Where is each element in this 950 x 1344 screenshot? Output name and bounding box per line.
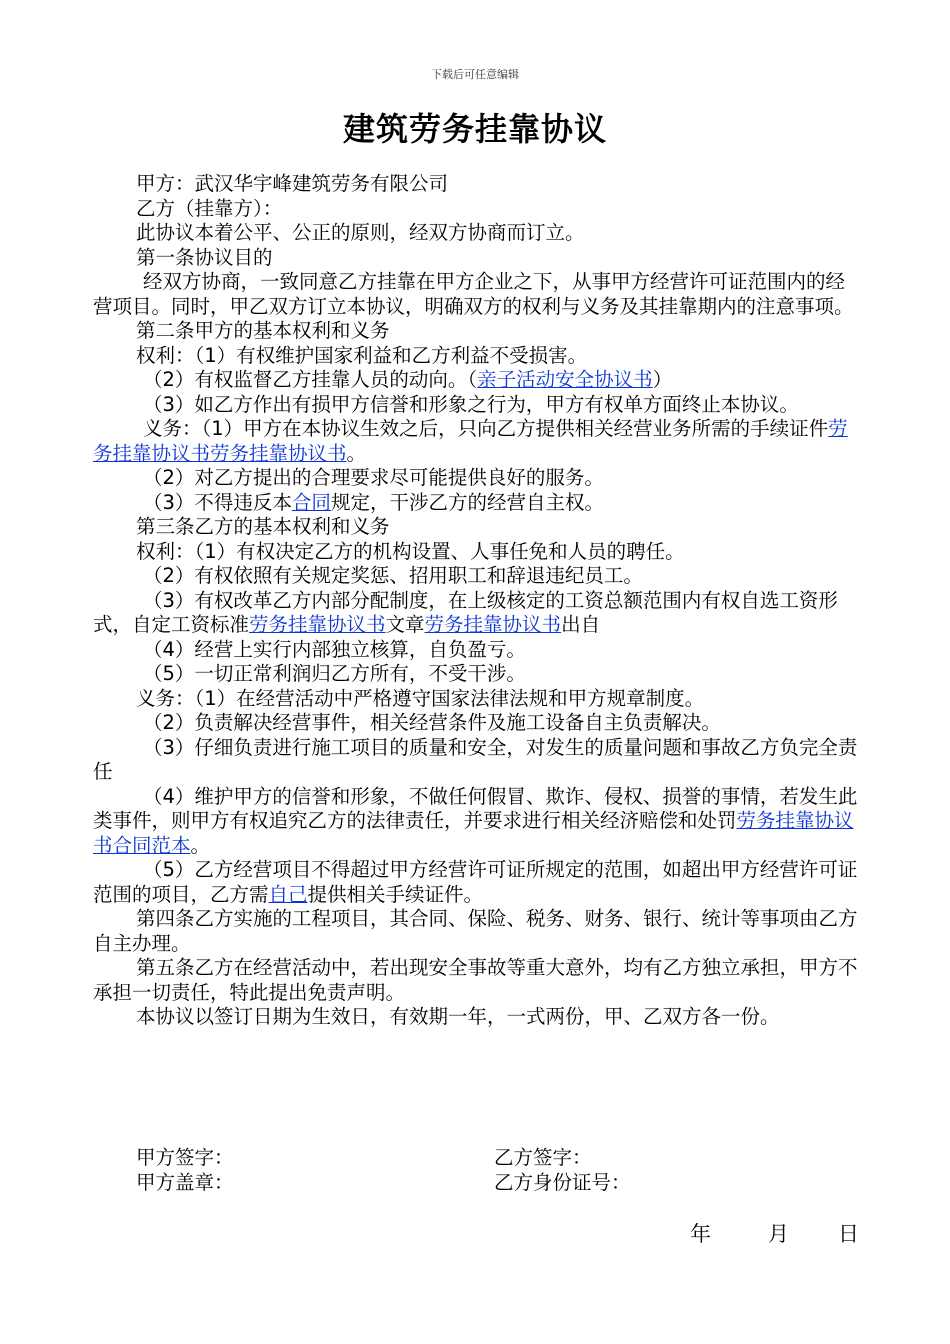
article-3-duty-1: 义务：（1）在经营活动中严格遵守国家法律法规和甲方规章制度。: [136, 686, 705, 710]
text-segment: ）: [652, 368, 673, 391]
article-3-duty-5: [93, 858, 863, 907]
article-2-right-2: [93, 368, 863, 393]
document-body: [93, 172, 863, 1030]
link-labor-agreement-1[interactable]: 劳务挂靠协议书: [249, 613, 386, 636]
intro: 此协议本着公平、公正的原则，经双方协商而订立。: [136, 221, 585, 244]
text-segment: （3）不得违反本: [143, 490, 292, 514]
article-2-right-1: 权利：（1）有权维护国家利益和乙方利益不受损害。: [136, 343, 588, 367]
article-3-right-1: 权利：（1）有权决定乙方的机构设置、人事任免和人员的聘任。: [136, 539, 685, 563]
date-month: 月: [768, 1222, 789, 1246]
party-a-signature-label: 甲方签字：: [136, 1146, 234, 1169]
article-1-text: 经双方协商，一致同意乙方挂靠在甲方企业之下，从事甲方经营许可证范围内的经营项目。同时，甲乙双方订立本协议，明确双方的权利与义务及其挂靠期内的注意事项。: [93, 270, 854, 318]
article-2-title: 第二条甲方的基本权利和义务: [136, 319, 390, 342]
party-a-seal-label: 甲方盖章：: [136, 1170, 234, 1194]
link-labor-agreement[interactable]: 劳务挂靠协议书劳务挂靠协议书: [93, 417, 848, 465]
text-segment: （5）乙方经营项目不得超过甲方经营许可证所规定的范围，如超出甲方经营许可证范围的项目，乙方需: [93, 858, 858, 906]
party-a-signature-block: [136, 1146, 234, 1195]
text-segment: （4）维护甲方的信誉和形象，不做任何假冒、欺诈、侵权、损誉的事情，若发生此类事件，则甲方有权追究乙方的法律责任，并要求进行相关经济赔偿和处罚: [93, 784, 858, 832]
link-contract-template[interactable]: 劳务挂靠协议书合同范本: [93, 809, 854, 857]
validity-clause: 本协议以签订日期为生效日，有效期一年，一式两份，甲、乙双方各一份。: [136, 1005, 780, 1028]
article-3-title: 第三条乙方的基本权利和义务: [136, 515, 390, 538]
date-day: 日: [838, 1222, 859, 1246]
link-labor-agreement-2[interactable]: 劳务挂靠协议书: [424, 613, 562, 636]
date-line: [690, 1218, 860, 1248]
text-segment: 。: [190, 833, 211, 857]
article-3-duty-2: （2）负责解决经营事件，相关经营条件及施工设备自主负责解决。: [143, 711, 721, 734]
article-4: 第四条乙方实施的工程项目，其合同、保险、税务、财务、银行、统计等事项由乙方自主办理。: [93, 907, 858, 955]
party-b-signature-label: 乙方签字：: [494, 1146, 592, 1169]
text-segment: 出自: [561, 613, 601, 636]
link-contract[interactable]: 合同: [291, 490, 331, 514]
article-2-right-3: （3）如乙方作出有损甲方信誉和形象之行为，甲方有权单方面终止本协议。: [143, 392, 799, 416]
link-self[interactable]: 自己: [268, 882, 308, 906]
article-2-duty-1: [93, 417, 863, 466]
text-segment: 。: [346, 441, 367, 465]
article-3-right-3: [93, 589, 863, 638]
date-year: 年: [690, 1222, 711, 1246]
text-segment: （3）有权改革乙方内部分配制度，在上级核定的工资总额范围内有权自选工资形式，自定工资标准: [93, 588, 838, 636]
article-5: 第五条乙方在经营活动中，若出现安全事故等重大意外，均有乙方独立承担，甲方不承担一切责任，特此提出免责声明。: [93, 956, 858, 1004]
article-1-title: 第一条协议目的: [136, 245, 273, 269]
page-header: 下载后可任意编辑: [431, 68, 519, 81]
text-segment: 义务：（1）甲方在本协议生效之后，只向乙方提供相关经营业务所需的手续证件: [143, 417, 829, 440]
article-2-duty-2: （2）对乙方提出的合理要求尽可能提供良好的服务。: [143, 466, 604, 489]
article-3-duty-3: （3）仔细负责进行施工项目的质量和安全，对发生的质量问题和事故乙方负完全责任: [93, 735, 858, 783]
party-a: 甲方：武汉华宇峰建筑劳务有限公司: [136, 172, 449, 195]
article-3-right-2: （2）有权依照有关规定奖惩、招用职工和辞退违纪员工。: [143, 564, 643, 587]
article-3-right-4: （4）经营上实行内部独立核算，自负盈亏。: [143, 637, 526, 661]
party-b-id-label: 乙方身份证号：: [494, 1170, 631, 1194]
text-segment: 规定，干涉乙方的经营自主权。: [330, 490, 604, 514]
party-b: 乙方（挂靠方）：: [136, 196, 283, 220]
document-title: 建筑劳务挂靠协议: [342, 110, 607, 148]
article-3-right-5: （5）一切正常利润归乙方所有，不受干涉。: [143, 662, 526, 685]
text-segment: （2）有权监督乙方挂靠人员的动向。（: [143, 368, 478, 391]
text-segment: 文章: [385, 613, 425, 636]
link-parent-child-agreement[interactable]: 亲子活动安全协议书: [477, 368, 653, 391]
article-3-duty-4: [93, 785, 863, 859]
article-2-duty-3: [93, 491, 863, 516]
text-segment: 提供相关手续证件。: [307, 882, 484, 906]
party-b-signature-block: [494, 1146, 631, 1195]
